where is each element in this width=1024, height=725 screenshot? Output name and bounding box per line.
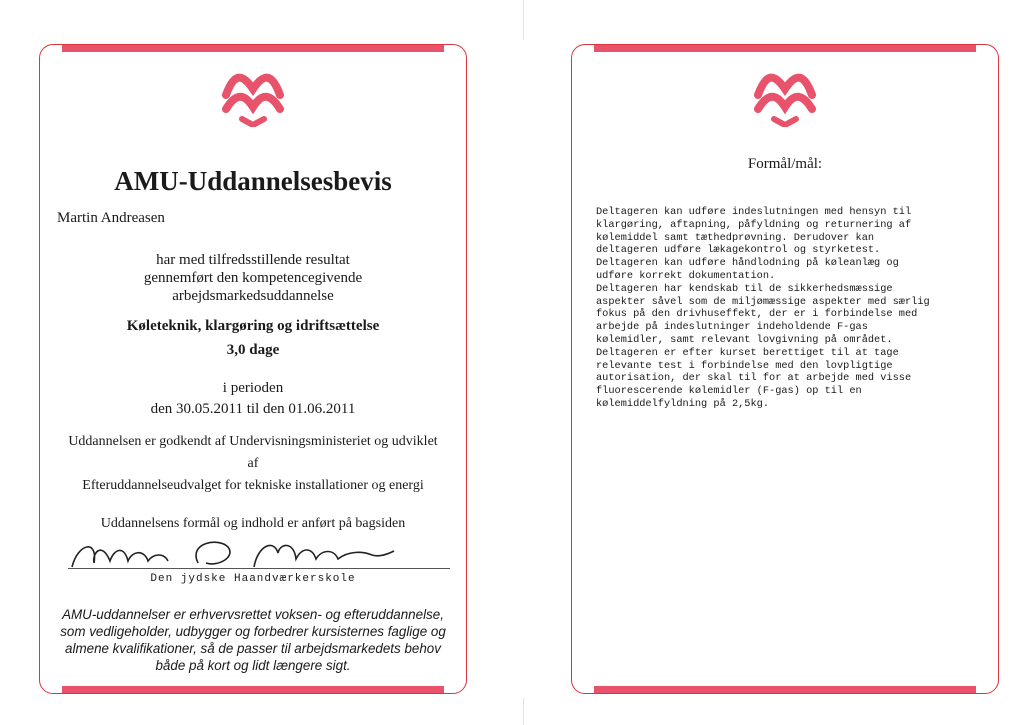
- purpose-description: Deltageren kan udføre indeslutningen med hensyn til klargøring, aftapning, påfyldning og returnering af kølemiddel samt tæthedprøvning. Derudover kan deltageren udføre lækagekontrol og styrketest. Deltageren kan udføre håndlodning på køleanlæg og udføre korrekt dokumentation. Deltageren har kendskab til de sikkerhedsmæssige aspekter såvel som de miljømæssige aspekter med særlig fokus på den drivhuseffekt, der er i forbindelse med arbejde på indeslutninger indeholdende F-gas kølemidler, samt relevant lovgivning på området. Deltageren er efter kurset berettiget til at tage relevante test i forbindelse med den lovpligtige autorisation, der skal til for at arbejde med visse fluorescerende kølemidler (F-gas) op til en kølemiddelfyldning på 2,5kg.: [596, 206, 930, 410]
- signature-image: [68, 533, 398, 573]
- top-accent-bar: [594, 45, 976, 52]
- footer-line: som vedligeholder, udbygger og forbedrer kursisternes faglige og: [60, 624, 446, 639]
- amu-logo-icon: [752, 65, 818, 127]
- approval-line: af: [247, 456, 259, 471]
- certificate-back-page: [571, 44, 999, 694]
- period-dates: den 30.05.2011 til den 01.06.2011: [150, 401, 356, 417]
- certificate-front-page: [39, 44, 467, 694]
- course-name: Køleteknik, klargøring og idriftsættelse: [126, 318, 380, 334]
- recipient-name: Martin Andreasen: [57, 210, 165, 226]
- back-side-note: Uddannelsens formål og indhold er anført på bagsiden: [100, 516, 406, 531]
- footer-line: almene kvalifikationer, så de passer til arbejdsmarkedets behov: [65, 641, 441, 656]
- purpose-heading: Formål/mål:: [747, 156, 823, 172]
- footer-line: AMU-uddannelser er erhvervsrettet voksen- og efteruddannelse,: [62, 607, 444, 622]
- signature-line: [68, 568, 450, 569]
- course-duration: 3,0 dage: [226, 342, 280, 358]
- intro-line: arbejdsmarkedsuddannelse: [172, 288, 334, 304]
- top-accent-bar: [62, 45, 444, 52]
- period-label: i perioden: [222, 380, 284, 396]
- fold-line-top: [523, 0, 524, 40]
- footer-statement: [54, 606, 452, 674]
- approval-line: Uddannelsen er godkendt af Undervisningsministeriet og udviklet: [68, 434, 438, 449]
- fold-line-bottom: [523, 698, 524, 725]
- certificate-title: AMU-Uddannelsesbevis: [114, 166, 392, 196]
- amu-logo-icon: [220, 65, 286, 127]
- bottom-accent-bar: [62, 686, 444, 693]
- footer-line: både på kort og lidt længere sigt.: [155, 658, 351, 673]
- intro-line: har med tilfredsstillende resultat: [156, 252, 350, 268]
- bottom-accent-bar: [594, 686, 976, 693]
- approval-line: Efteruddannelseudvalget for tekniske installationer og energi: [82, 478, 424, 493]
- intro-line: gennemført den kompetencegivende: [143, 270, 363, 286]
- school-name: Den jydske Haandværkerskole: [150, 573, 356, 585]
- intro-text: [40, 251, 466, 305]
